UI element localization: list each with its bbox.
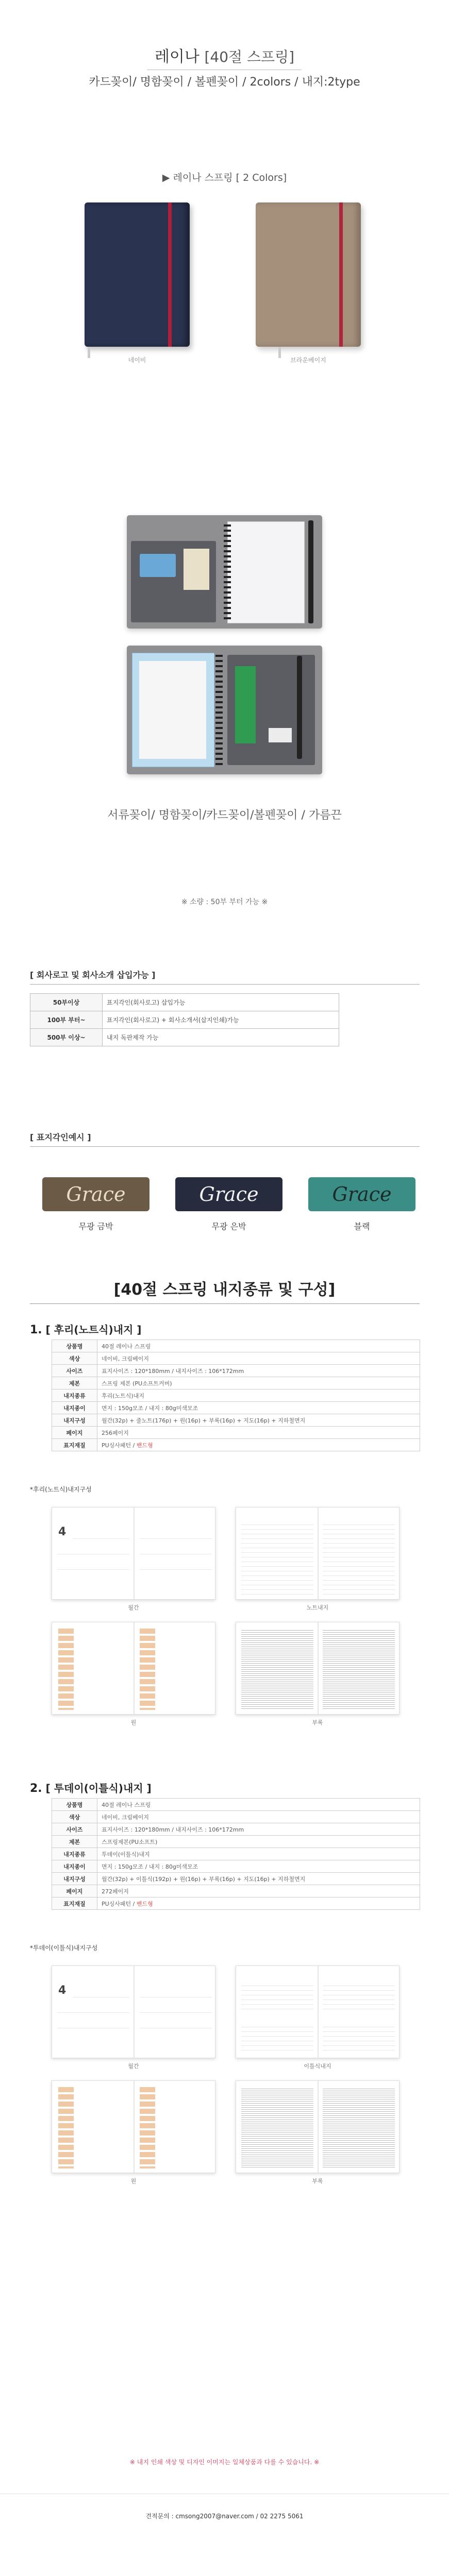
spring-binding: [215, 655, 223, 765]
colors-label: ▶ 레이나 스프링 [ 2 Colors]: [162, 172, 287, 183]
table-cell: 색상: [52, 1811, 97, 1823]
table-cell: 월간(32p) + 줄노트(176p) + 원(16p) + 부록(16p) + 지도(16p) + 지하철면지: [97, 1414, 420, 1427]
spread-appendix: [236, 2080, 400, 2173]
table-row: [52, 1860, 420, 1873]
cover-type: 밴드형: [136, 1442, 153, 1449]
table-cell: 페이지: [52, 1427, 97, 1439]
stamp-section-title: [ 표지각인예시 ]: [30, 1132, 91, 1142]
spread-appendix: [236, 1622, 400, 1715]
table-cell: 40절 레이나 스프링: [97, 1340, 420, 1352]
table-row: [52, 1811, 420, 1823]
card-image: [269, 728, 292, 742]
page-gutter: [318, 1507, 319, 1599]
logo-options-table: [30, 993, 339, 1046]
page-gutter: [318, 2081, 319, 2173]
stamp-swatch-black: Grace: [308, 1177, 415, 1211]
type1-spec-table: [52, 1340, 420, 1451]
color-label-beige: 브라운베이지: [290, 357, 326, 364]
stamp-swatch-silver: Grace: [175, 1177, 282, 1211]
spread-label: 원: [130, 1719, 137, 1726]
elastic-band: [168, 202, 172, 347]
table-cell: 내지종류: [52, 1848, 97, 1860]
spread-two-day: [236, 1965, 400, 2058]
table-row: [52, 1427, 420, 1439]
table-cell: 100부 부터~: [30, 1011, 103, 1029]
month-number: 4: [58, 1526, 66, 1538]
spread-label: 월간: [128, 2063, 139, 2070]
table-cell: 페이지: [52, 1885, 97, 1897]
spread-label: 이틀식내지: [304, 2063, 331, 2070]
table-cell: 스프링 제본 (PU소프트커버): [97, 1377, 420, 1389]
type1-number: 1.: [30, 1324, 42, 1336]
color-disclaimer: ※ 내지 인쇄 색상 및 디자인 이미지는 일체상품과 다를 수 있습니다. ※: [129, 2459, 320, 2466]
product-type: [40절 스프링]: [204, 48, 295, 65]
page-gutter: [134, 1507, 135, 1599]
table-cell: 표지재질: [52, 1897, 97, 1910]
table-row: [30, 994, 339, 1011]
table-row: [52, 1873, 420, 1885]
table-row: [52, 1897, 420, 1910]
table-cell: 월간(32p) + 이틀식(192p) + 원(16p) + 부록(16p) + 지도(16p) + 지하철면지: [97, 1873, 420, 1885]
table-row: [52, 1799, 420, 1811]
table-row: [52, 1352, 420, 1365]
table-row: [52, 1885, 420, 1897]
table-row: [52, 1377, 420, 1389]
spread-label: 월간: [128, 1604, 139, 1611]
color-label-navy: 네이비: [128, 357, 146, 364]
stamp-label-gold: 무광 금박: [78, 1222, 113, 1231]
table-cell: 후리(노트식)내지: [97, 1389, 420, 1402]
table-cell: 내지종이: [52, 1860, 97, 1873]
table-cell: 투데이(이틀식)내지: [97, 1848, 420, 1860]
table-cell: [97, 1897, 420, 1910]
table-row: [52, 1389, 420, 1402]
diary-navy-image: [85, 202, 190, 347]
stamp-label-silver: 무광 은박: [211, 1222, 246, 1231]
elastic-band: [339, 202, 343, 347]
table-cell: 표지사이즈 : 120*180mm / 내지사이즈 : 106*172mm: [97, 1365, 420, 1377]
spread-monthly-2: [52, 1965, 215, 2058]
logo-section-title: [ 회사로고 및 회사소개 삽입가능 ]: [30, 970, 156, 980]
page-gutter: [134, 1622, 135, 1714]
type2-spec-table: [52, 1798, 420, 1910]
table-cell: 40절 레이나 스프링: [97, 1799, 420, 1811]
spread-won: [52, 2080, 215, 2173]
table-cell: 내지종류: [52, 1389, 97, 1402]
table-cell: 내지 독판제작 가능: [103, 1029, 339, 1046]
stamp-swatch-gold: Grace: [42, 1177, 149, 1211]
month-number: 4: [58, 1984, 66, 1997]
product-title: [0, 44, 449, 66]
page-gutter: [318, 1622, 319, 1714]
table-cell: 네이비, 크림베이지: [97, 1352, 420, 1365]
spread-monthly-1: [52, 1507, 215, 1600]
table-cell: 면지 : 150g모조 / 내지 : 80g미색모조: [97, 1402, 420, 1414]
table-row: [52, 1439, 420, 1451]
notebook-page: [227, 521, 305, 623]
table-cell: 표지각인(회사로고) + 회사소개서(삽지인쇄)가능: [103, 1011, 339, 1029]
type1-composition-label: *후리(노트식)내지구성: [30, 1486, 92, 1493]
table-row: [30, 1029, 339, 1046]
table-cell: 내지구성: [52, 1873, 97, 1885]
type1-name: [ 후리(노트식)내지 ]: [45, 1324, 142, 1336]
table-cell: 256페이지: [97, 1427, 420, 1439]
type2-title: [30, 1780, 152, 1795]
form-paper: [139, 661, 206, 759]
card-image: [140, 554, 176, 577]
table-cell: 상품명: [52, 1799, 97, 1811]
inner-pages-title: [40절 스프링 내지종류 및 구성]: [113, 1281, 336, 1299]
cover-material: PU싱사패턴 /: [102, 1442, 137, 1449]
spread-label: 부록: [312, 1719, 323, 1726]
spread-label: 원: [130, 2178, 137, 2184]
type2-number: 2.: [30, 1782, 42, 1795]
moq-notice: ※ 소량 : 50부 부터 가능 ※: [181, 898, 268, 906]
table-cell: 272페이지: [97, 1885, 420, 1897]
table-row: [52, 1836, 420, 1848]
contact-info: 견적문의 : cmsong2007@naver.com / 02 2275 5061: [145, 2513, 304, 2520]
table-row: [52, 1402, 420, 1414]
table-row: [52, 1848, 420, 1860]
table-cell: [97, 1439, 420, 1451]
spring-binding: [224, 524, 231, 620]
table-cell: 사이즈: [52, 1823, 97, 1836]
page-gutter: [134, 2081, 135, 2173]
page-gutter: [318, 1966, 319, 2058]
table-cell: 면지 : 150g모조 / 내지 : 80g미색모조: [97, 1860, 420, 1873]
table-cell: 내지구성: [52, 1414, 97, 1427]
open-diary-photo-1: [127, 515, 322, 629]
page-gutter: [134, 1966, 135, 2058]
section-divider: [30, 984, 420, 985]
table-row: [30, 1011, 339, 1029]
table-cell: 제본: [52, 1836, 97, 1848]
table-cell: 내지종이: [52, 1402, 97, 1414]
spread-won: [52, 1622, 215, 1715]
spread-label: 노트내지: [306, 1604, 329, 1611]
open-diary-photo-2: [127, 646, 322, 774]
table-row: [52, 1414, 420, 1427]
pen-image: [297, 656, 302, 759]
cover-material: PU싱사패턴 /: [102, 1900, 137, 1907]
type2-name: [ 투데이(이틀식)내지 ]: [45, 1782, 152, 1794]
table-cell: 표지재질: [52, 1439, 97, 1451]
section-divider: [30, 1146, 420, 1147]
table-cell: 표지각인(회사로고) 삽입가능: [103, 994, 339, 1011]
features-caption: 서류꽂이/ 명함꽂이/카드꽂이/볼펜꽂이 / 가름끈: [107, 809, 342, 822]
stamp-label-black: 블랙: [354, 1222, 370, 1231]
table-cell: 네이비, 크림베이지: [97, 1811, 420, 1823]
table-cell: 스프링제본(PU소프트): [97, 1836, 420, 1848]
table-row: [52, 1823, 420, 1836]
table-cell: 500부 이상~: [30, 1029, 103, 1046]
green-pen-image: [235, 666, 256, 743]
table-cell: 제본: [52, 1377, 97, 1389]
business-card-image: [184, 549, 209, 590]
table-row: [52, 1340, 420, 1352]
type1-title: [30, 1321, 141, 1336]
table-cell: 표지사이즈 : 120*180mm / 내지사이즈 : 106*172mm: [97, 1823, 420, 1836]
section-divider: [30, 1303, 420, 1304]
cover-type: 밴드형: [136, 1900, 153, 1907]
product-subtitle: 카드꽂이/ 명함꽂이 / 볼펜꽂이 / 2colors / 내지:2type: [89, 76, 360, 89]
table-cell: 50부이상: [30, 994, 103, 1011]
table-cell: 상품명: [52, 1340, 97, 1352]
spread-label: 부록: [312, 2178, 323, 2184]
diary-beige-image: [256, 202, 361, 347]
product-name: 레이나: [154, 48, 199, 66]
table-cell: 색상: [52, 1352, 97, 1365]
spread-notes: [236, 1507, 400, 1600]
table-cell: 사이즈: [52, 1365, 97, 1377]
table-row: [52, 1365, 420, 1377]
pen-image: [308, 520, 313, 623]
type2-composition-label: *투데이(이틀식)내지구성: [30, 1944, 98, 1952]
